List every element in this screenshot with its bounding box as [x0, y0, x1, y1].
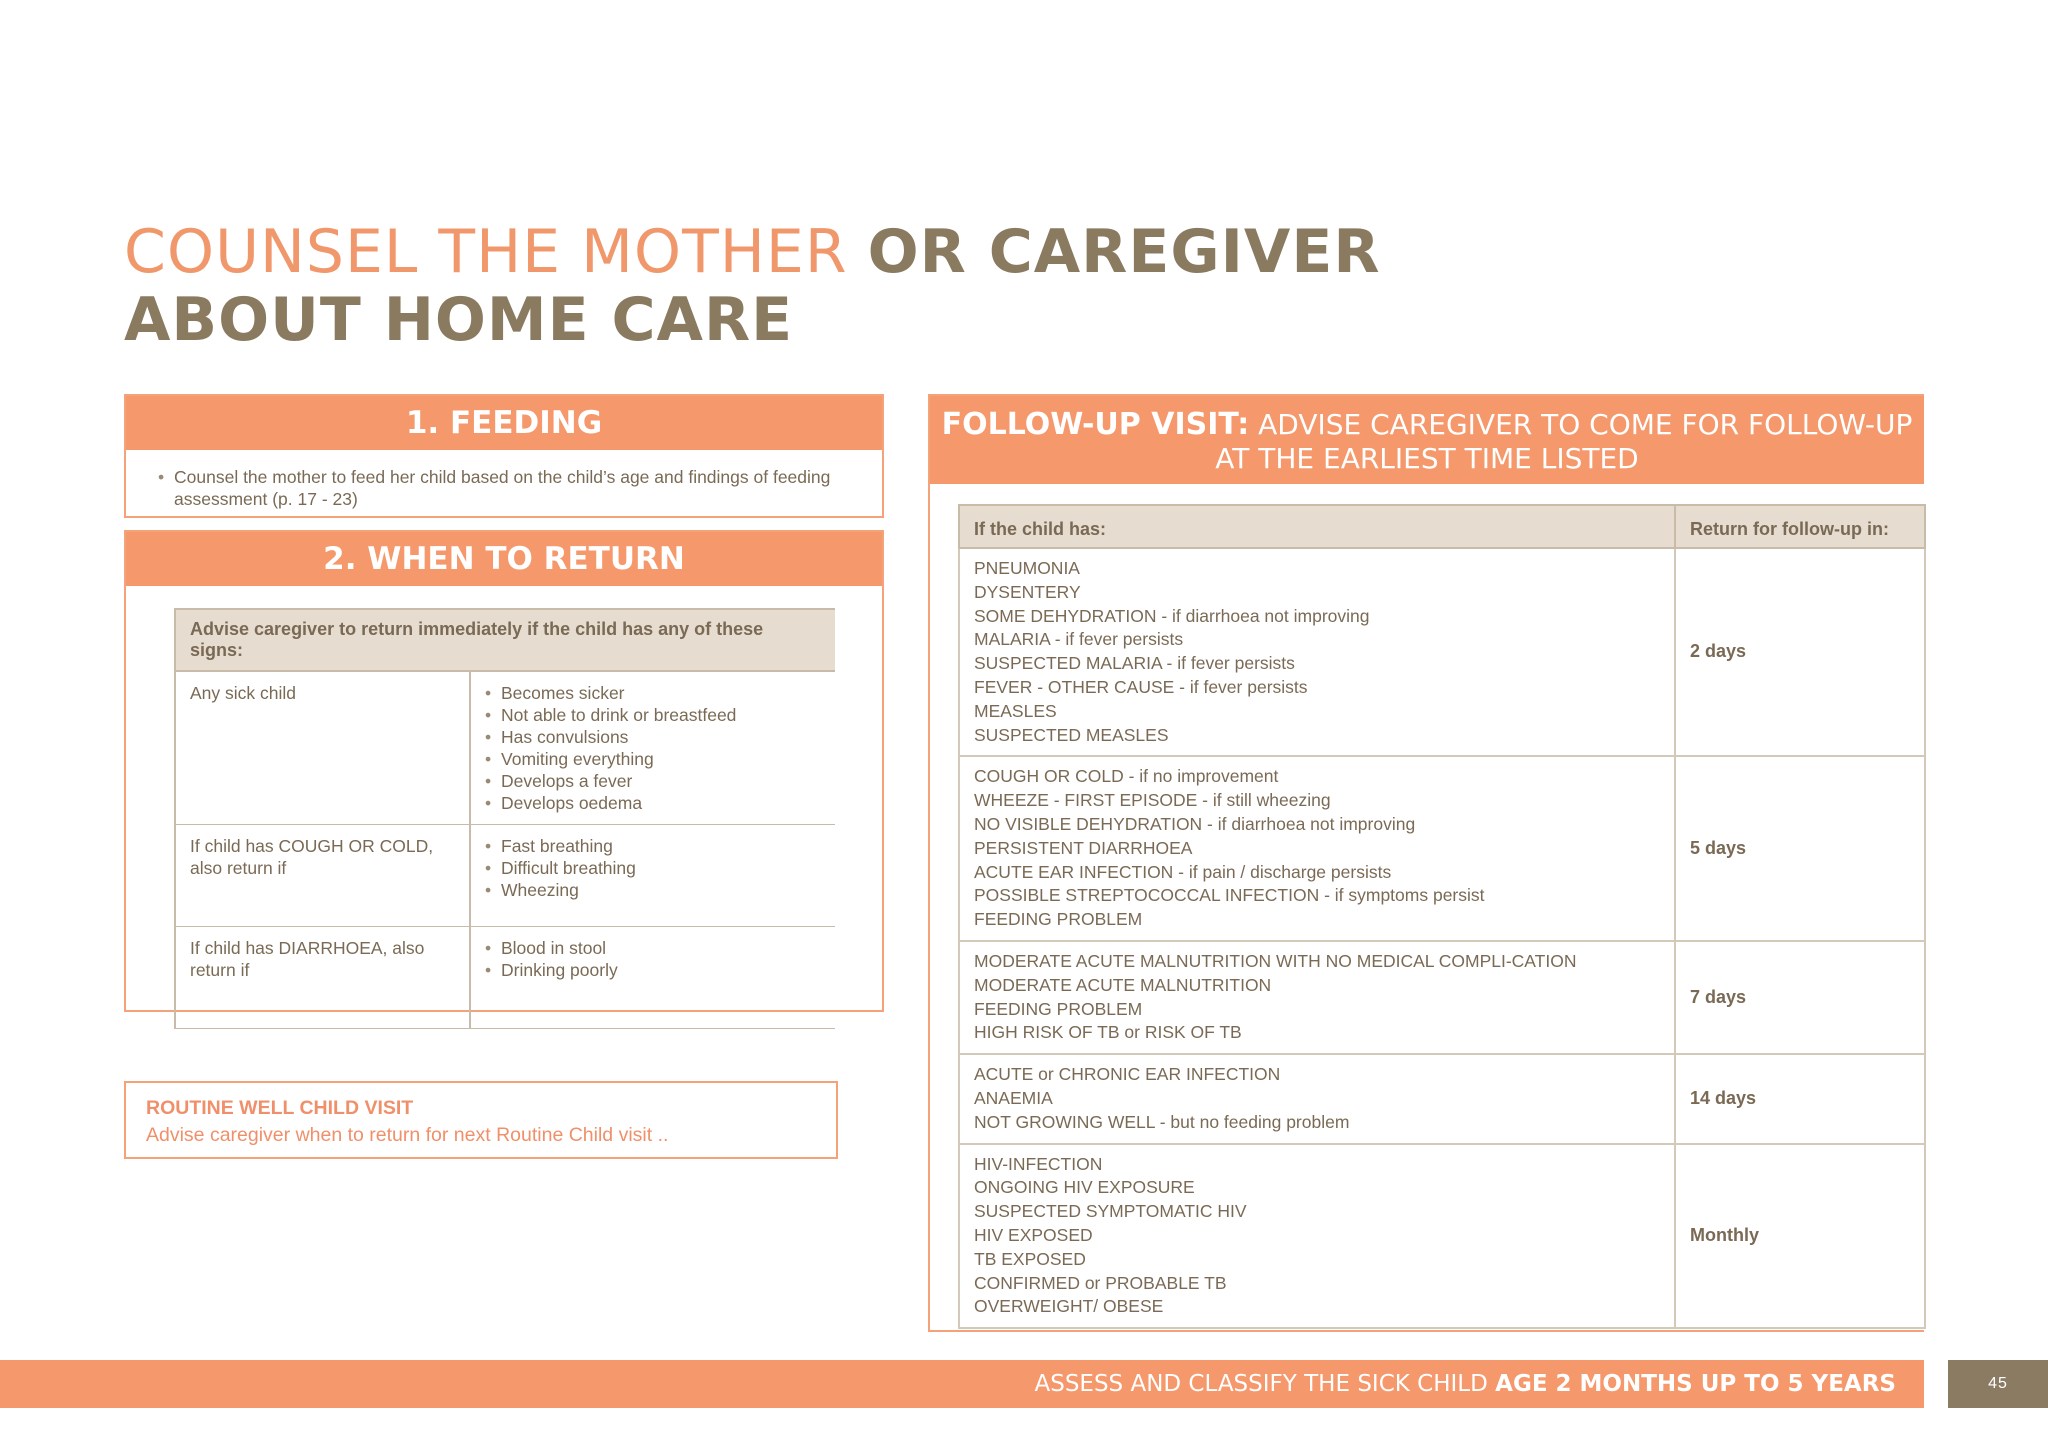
title-light: COUNSEL THE MOTHER [124, 217, 848, 287]
condition-item: FEEDING PROBLEM [974, 909, 1143, 930]
follow-up-row [959, 756, 1925, 941]
return-signs-row [175, 671, 835, 825]
condition-item: NOT GROWING WELL - but no feeding problem [974, 1111, 1350, 1132]
return-signs [470, 927, 835, 1029]
follow-up-table [958, 504, 1926, 1329]
footer-bold: AGE 2 MONTHS UP TO 5 YEARS [1495, 1371, 1896, 1397]
sign-item: • Wheezing [485, 879, 821, 901]
sign-item: • Difficult breathing [485, 857, 821, 879]
follow-up-row [959, 548, 1925, 756]
follow-up-conditions [959, 548, 1675, 756]
follow-up-heading-line1: ADVISE CAREGIVER TO COME FOR FOLLOW-UP [1258, 408, 1913, 441]
return-signs [470, 671, 835, 825]
page-title [124, 218, 1381, 354]
follow-up-conditions [959, 1054, 1675, 1143]
follow-up-row [959, 941, 1925, 1054]
follow-up-return-in: 2 days [1675, 548, 1925, 756]
follow-up-return-in: 5 days [1675, 756, 1925, 941]
return-signs [470, 825, 835, 927]
condition-item: HIV-INFECTION [974, 1153, 1103, 1174]
condition-item: DYSENTERY [974, 581, 1081, 602]
title-bold-1: OR CAREGIVER [867, 217, 1381, 287]
condition-item: COUGH OR COLD - if no improvement [974, 766, 1279, 787]
title-bold-2: ABOUT HOME CARE [124, 285, 794, 355]
follow-up-heading [930, 396, 1924, 484]
condition-item: TB EXPOSED [974, 1248, 1086, 1269]
condition-item: PNEUMONIA [974, 558, 1080, 578]
return-signs-row [175, 825, 835, 927]
follow-up-conditions [959, 756, 1675, 941]
return-condition: Any sick child [175, 671, 470, 825]
follow-up-conditions [959, 1144, 1675, 1329]
condition-item: ANAEMIA [974, 1087, 1053, 1108]
follow-up-return-in: 7 days [1675, 941, 1925, 1054]
condition-item: HIGH RISK OF TB or RISK OF TB [974, 1022, 1242, 1043]
condition-item: SUSPECTED MALARIA - if fever persists [974, 653, 1295, 674]
sign-item: • Fast breathing [485, 835, 821, 857]
return-signs-row [175, 927, 835, 1029]
condition-item: MEASLES [974, 700, 1057, 721]
condition-item: WHEEZE - FIRST EPISODE - if still wheezing [974, 790, 1331, 811]
return-condition: If child has DIARRHOEA, also return if [175, 927, 470, 1029]
feeding-text: • Counsel the mother to feed her child based on the child’s age and findings of feeding assessment (p. 17 - 23) [158, 466, 872, 510]
condition-item: SUSPECTED MEASLES [974, 724, 1169, 745]
routine-title: ROUTINE WELL CHILD VISIT [146, 1097, 414, 1119]
when-to-return-panel [124, 530, 884, 1012]
condition-item: NO VISIBLE DEHYDRATION - if diarrhoea not improving [974, 813, 1416, 834]
sign-item: • Develops oedema [485, 792, 821, 814]
condition-item: MALARIA - if fever persists [974, 629, 1184, 650]
follow-up-row [959, 1144, 1925, 1329]
condition-item: OVERWEIGHT/ OBESE [974, 1296, 1164, 1317]
sign-item: • Vomiting everything [485, 748, 821, 770]
return-signs-table [174, 608, 835, 1029]
condition-item: ACUTE EAR INFECTION - if pain / discharge persists [974, 861, 1392, 882]
when-to-return-heading: 2. WHEN TO RETURN [126, 532, 882, 586]
routine-visit-box [124, 1081, 838, 1159]
condition-item: ONGOING HIV EXPOSURE [974, 1177, 1195, 1198]
condition-item: POSSIBLE STREPTOCOCCAL INFECTION - if symptoms persist [974, 885, 1485, 906]
follow-up-col-condition: If the child has: [959, 505, 1675, 548]
footer-bar [0, 1360, 1924, 1408]
return-signs-header: Advise caregiver to return immediately if the child has any of these signs: [175, 609, 835, 671]
page-number: 45 [1948, 1360, 2048, 1408]
follow-up-conditions [959, 941, 1675, 1054]
condition-item: FEEDING PROBLEM [974, 998, 1143, 1019]
follow-up-panel [928, 394, 1924, 1332]
sign-item: • Becomes sicker [485, 682, 821, 704]
condition-item: SOME DEHYDRATION - if diarrhoea not improving [974, 605, 1370, 626]
follow-up-return-in: Monthly [1675, 1144, 1925, 1329]
sign-item: • Drinking poorly [485, 959, 821, 981]
condition-item: SUSPECTED SYMPTOMATIC HIV [974, 1201, 1247, 1222]
follow-up-heading-line2: AT THE EARLIEST TIME LISTED [1215, 442, 1639, 475]
condition-item: PERSISTENT DIARRHOEA [974, 837, 1193, 858]
sign-item: • Has convulsions [485, 726, 821, 748]
condition-item: MODERATE ACUTE MALNUTRITION [974, 974, 1272, 995]
follow-up-row [959, 1054, 1925, 1143]
feeding-heading: 1. FEEDING [126, 396, 882, 450]
condition-item: CONFIRMED or PROBABLE TB [974, 1272, 1227, 1293]
sign-item: • Blood in stool [485, 937, 821, 959]
return-condition: If child has COUGH OR COLD, also return if [175, 825, 470, 927]
condition-item: HIV EXPOSED [974, 1224, 1093, 1245]
feeding-panel [124, 394, 884, 518]
follow-up-return-in: 14 days [1675, 1054, 1925, 1143]
condition-item: ACUTE or CHRONIC EAR INFECTION [974, 1064, 1281, 1085]
routine-text: Advise caregiver when to return for next Routine Child visit .. [146, 1124, 669, 1146]
follow-up-heading-bold: FOLLOW-UP VISIT: [941, 407, 1250, 442]
condition-item: MODERATE ACUTE MALNUTRITION WITH NO MEDICAL COMPLI-CATION [974, 950, 1577, 971]
sign-item: • Develops a fever [485, 770, 821, 792]
follow-up-col-return: Return for follow-up in: [1675, 505, 1925, 548]
sign-item: • Not able to drink or breastfeed [485, 704, 821, 726]
footer-light: ASSESS AND CLASSIFY THE SICK CHILD [1034, 1371, 1488, 1397]
condition-item: FEVER - OTHER CAUSE - if fever persists [974, 676, 1308, 697]
